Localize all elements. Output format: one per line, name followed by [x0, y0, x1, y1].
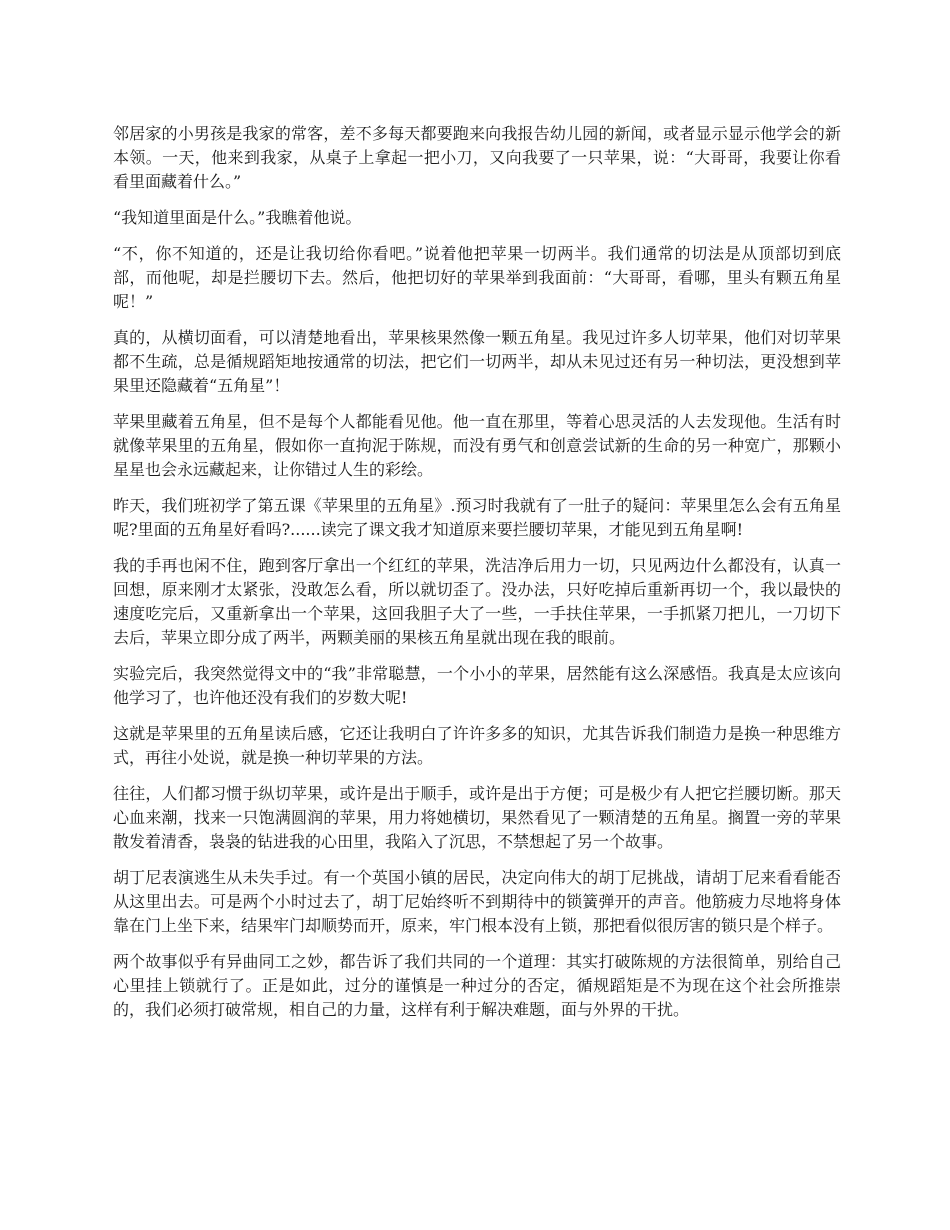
paragraph-11: 胡丁尼表演逃生从未失手过。有一个英国小镇的居民，决定向伟大的胡丁尼挑战，请胡丁尼来看看能否从这里出去。可是两个小时过去了，胡丁尼始终听不到期待中的锁簧弹开的声音。他筋疲力尽地将身体靠在门上坐下来，结果牢门却顺势而开，原来，牢门根本没有上锁，那把看似很厉害的锁只是个样子。: [113, 868, 841, 935]
paragraph-5: 苹果里藏着五角星，但不是每个人都能看见他。他一直在那里，等着心思灵活的人去发现他。生活有时就像苹果里的五角星，假如你一直拘泥于陈规，而没有勇气和创意尝试新的生命的另一种宽广，那颗小星星也会永远藏起来，让你错过人生的彩绘。: [113, 412, 841, 479]
paragraph-2: “我知道里面是什么。”我瞧着他说。: [113, 208, 362, 227]
document-body: [113, 122, 841, 1034]
paragraph-3: “不，你不知道的，还是让我切给你看吧。”说着他把苹果一切两半。我们通常的切法是从顶部切到底部，而他呢，却是拦腰切下去。然后，他把切好的苹果举到我面前：“大哥哥，看哪，里头有颗五角星呢！”: [113, 244, 841, 311]
paragraph-9: 这就是苹果里的五角星读后感，它还让我明白了许许多多的知识，尤其告诉我们制造力是换一种思维方式，再往小处说，就是换一种切苹果的方法。: [113, 724, 841, 767]
paragraph-4: 真的，从横切面看，可以清楚地看出，苹果核果然像一颗五角星。我见过许多人切苹果，他们对切苹果都不生疏，总是循规蹈矩地按通常的切法，把它们一切两半，却从未见过还有另一种切法，更没想到苹果里还隐藏着“五角星”！: [113, 328, 841, 395]
paragraph-7: 我的手再也闲不住，跑到客厅拿出一个红红的苹果，洗洁净后用力一切，只见两边什么都没有，认真一回想，原来刚才太紧张，没敢怎么看，所以就切歪了。没办法，只好吃掉后重新再切一个，我以最快的速度吃完后，又重新拿出一个苹果，这回我胆子大了一些，一手扶住苹果，一手抓紧刀把儿，一刀切下去后，苹果立即分成了两半，两颗美丽的果核五角星就出现在我的眼前。: [113, 556, 841, 647]
paragraph-10: 往往，人们都习惯于纵切苹果，或许是出于顺手，或许是出于方便；可是极少有人把它拦腰切断。那天心血来潮，找来一只饱满圆润的苹果，用力将她横切，果然看见了一颗清楚的五角星。搁置一旁的苹果散发着清香，袅袅的钻进我的心田里，我陷入了沉思，不禁想起了另一个故事。: [113, 784, 841, 851]
paragraph-12: 两个故事似乎有异曲同工之妙，都告诉了我们共同的一个道理：其实打破陈规的方法很简单，别给自己心里挂上锁就行了。正是如此，过分的谨慎是一种过分的否定，循规蹈矩是不为现在这个社会所推崇的，我们必须打破常规，相自己的力量，这样有利于解决难题，面与外界的干扰。: [113, 952, 841, 1019]
paragraph-1: 邻居家的小男孩是我家的常客，差不多每天都要跑来向我报告幼儿园的新闻，或者显示显示他学会的新本领。一天，他来到我家，从桌子上拿起一把小刀，又向我要了一只苹果，说：“大哥哥，我要让你看看里面藏着什么。”: [113, 124, 841, 191]
paragraph-6: 昨天，我们班初学了第五课《苹果里的五角星》.预习时我就有了一肚子的疑问：苹果里怎么会有五角星呢?里面的五角星好看吗?......读完了课文我才知道原来要拦腰切苹果，才能见到五角星啊!: [113, 496, 841, 539]
paragraph-8: 实验完后，我突然觉得文中的“我”非常聪慧，一个小小的苹果，居然能有这么深感悟。我真是太应该向他学习了，也许他还没有我们的岁数大呢!: [113, 664, 841, 707]
